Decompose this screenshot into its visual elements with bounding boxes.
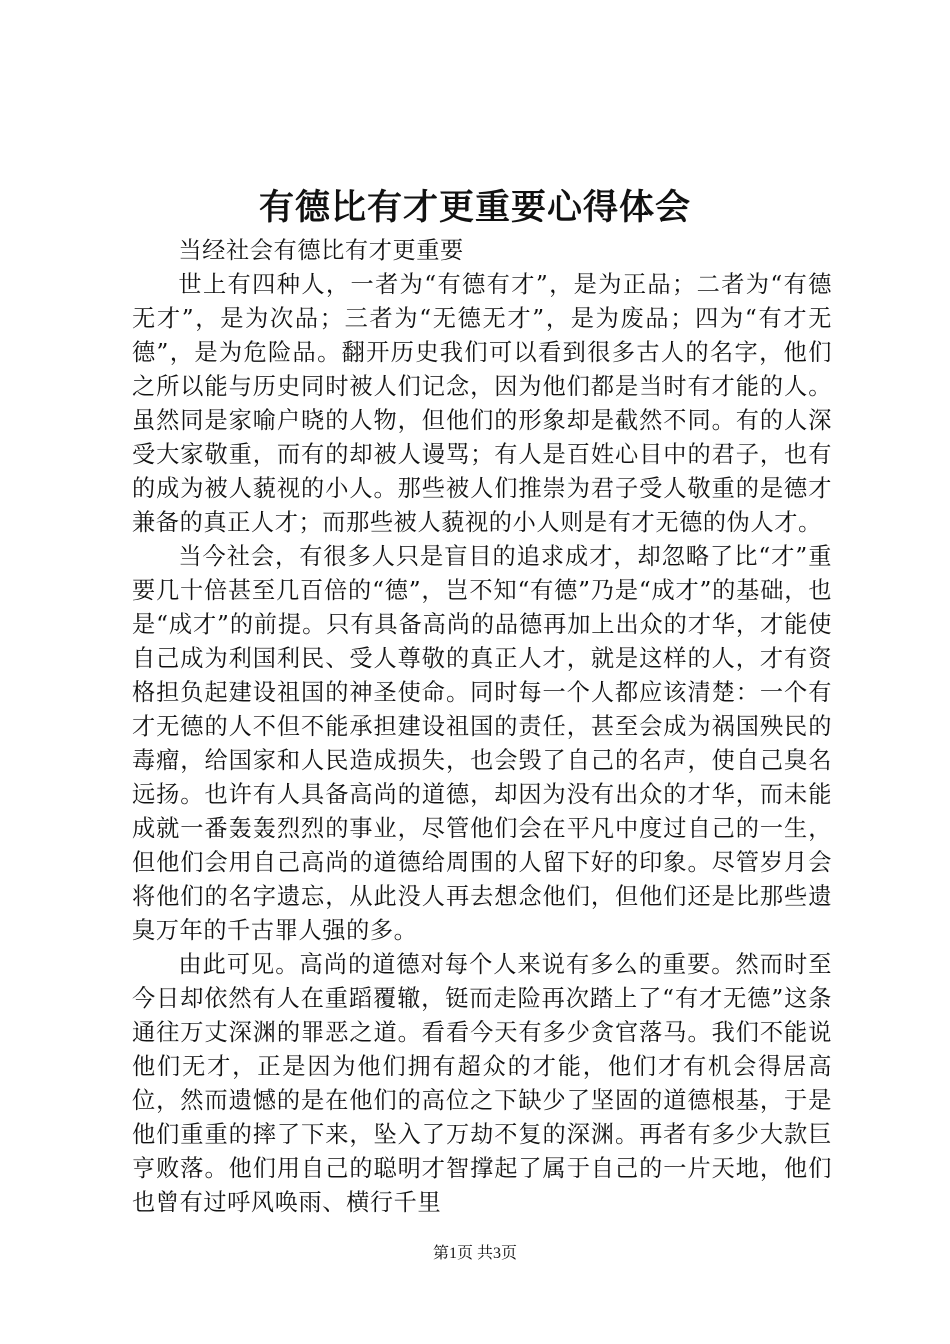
body-paragraph: 由此可见。高尚的道德对每个人来说有多么的重要。然而时至今日却依然有人在重蹈覆辙，铤而走险再次踏上了“有才无德”这条通往万丈深渊的罪恶之道。看看今天有多少贪官落马。我们不能说他们无才，正是因为他们拥有超众的才能，他们才有机会得居高位，然而遗憾的是在他们的高位之下缺少了坚固的道德根基，于是他们重重的摔了下来，坠入了万劫不复的深渊。再者有多少大款巨亨败落。他们用自己的聪明才智撑起了属于自己的一片天地，他们也曾有过呼风唤雨、横行千里 [132,951,832,1216]
page-title: 有德比有才更重要心得体会 [258,187,691,228]
page-footer: 第1页 共3页 [432,1245,517,1262]
subtitle-paragraph: 当经社会有德比有才更重要 [178,237,464,264]
body-paragraph: 世上有四种人，一者为“有德有才”，是为正品；二者为“有德无才”，是为次品；三者为“无德无才”，是为废品；四为“有才无德”，是为危险品。翻开历史我们可以看到很多古人的名字，他们之所以能与历史同时被人们记念，因为他们都是当时有才能的人。虽然同是家喻户晓的人物，但他们的形象却是截然不同。有的人深受大家敬重，而有的却被人谩骂；有人是百姓心目中的君子，也有的成为被人藐视的小人。那些被人们推崇为君子受人敬重的是德才兼备的真正人才；而那些被人藐视的小人则是有才无德的伪人才。 [132,271,832,536]
document-body [132,234,832,1220]
body-paragraph: 当今社会，有很多人只是盲目的追求成才，却忽略了比“才”重要几十倍甚至几百倍的“德”，岂不知“有德”乃是“成才”的基础，也是“成才”的前提。只有具备高尚的品德再加上出众的才华，才能使自己成为利国利民、受人尊敬的真正人才，就是这样的人，才有资格担负起建设祖国的神圣使命。同时每一个人都应该清楚：一个有才无德的人不但不能承担建设祖国的责任，甚至会成为祸国殃民的毒瘤，给国家和人民造成损失，也会毁了自己的名声，使自己臭名远扬。也许有人具备高尚的道德，却因为没有出众的才华，而未能成就一番轰轰烈烈的事业，尽管他们会在平凡中度过自己的一生，但他们会用自己高尚的道德给周围的人留下好的印象。尽管岁月会将他们的名字遗忘，从此没人再去想念他们，但他们还是比那些遗臭万年的千古罪人强的多。 [132,543,832,944]
